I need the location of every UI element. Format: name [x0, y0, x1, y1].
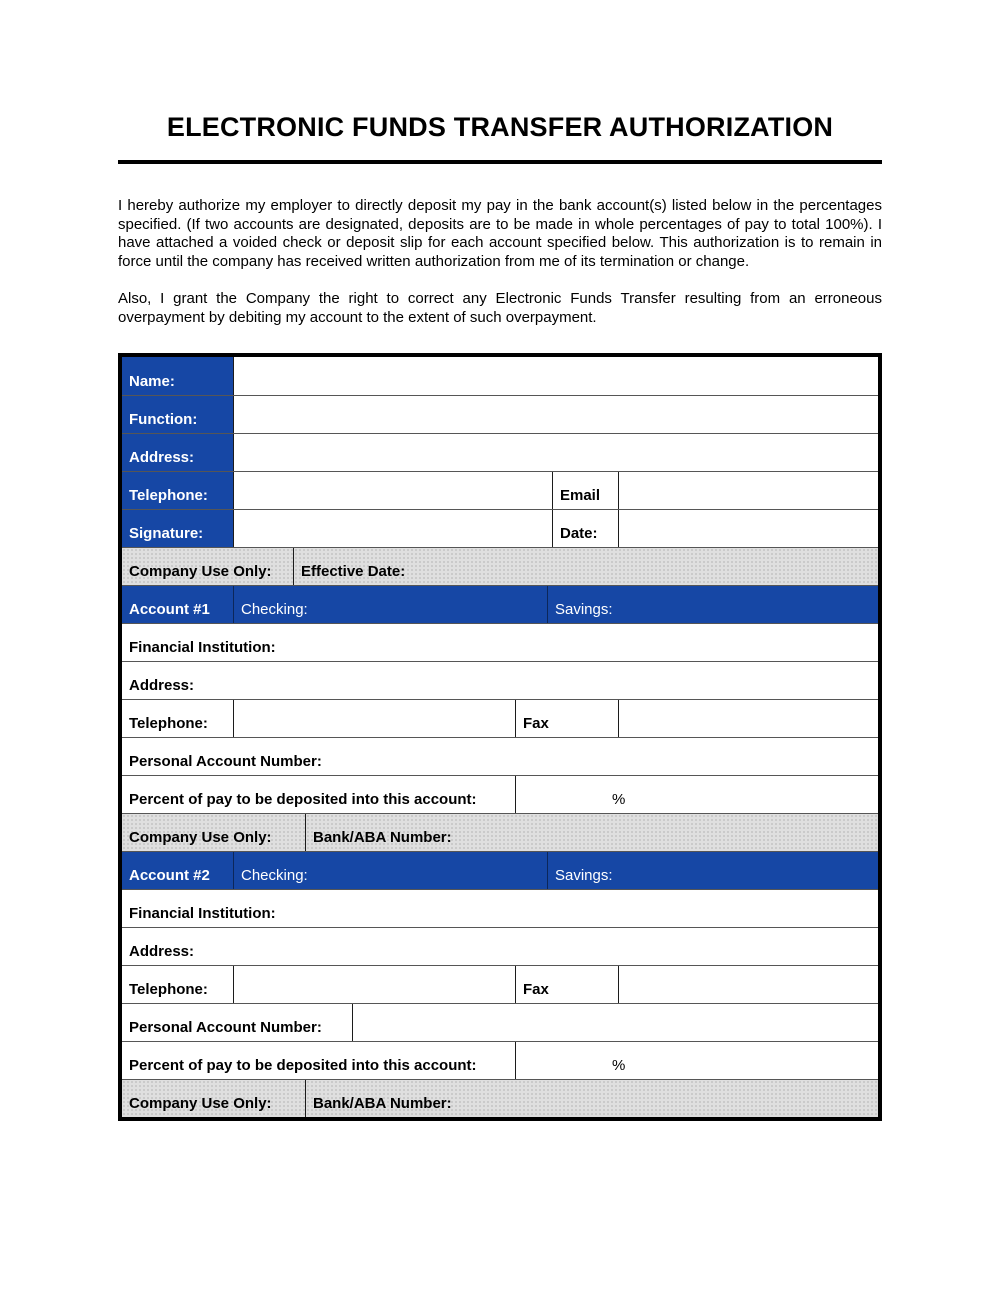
bank-aba-number-label: Bank/ABA Number:: [313, 1094, 452, 1112]
account1-fax-label-cell: [515, 700, 618, 737]
account2-personal-account-number-label-cell: [122, 1004, 352, 1041]
personal-account-number-label: Personal Account Number:: [129, 1018, 322, 1036]
account1-title: Account #1: [129, 600, 210, 618]
table-row: [122, 547, 878, 585]
account1-personal-account-number-cell[interactable]: [122, 738, 878, 775]
signature-input-cell[interactable]: [233, 510, 552, 547]
account2-title: Account #2: [129, 866, 210, 884]
document-title: ELECTRONIC FUNDS TRANSFER AUTHORIZATION: [166, 112, 834, 142]
financial-institution-label: Financial Institution:: [129, 638, 276, 656]
telephone-input-cell[interactable]: [233, 472, 552, 509]
checking-label: Checking:: [241, 866, 308, 884]
date-label: Date:: [560, 524, 598, 542]
address-label-cell: [122, 434, 233, 471]
account2-personal-account-number-input-cell[interactable]: [352, 1004, 878, 1041]
effective-date-input-cell[interactable]: [293, 548, 878, 585]
email-label-cell: [552, 472, 618, 509]
name-label-cell: [122, 357, 233, 395]
account1-savings-cell[interactable]: [547, 586, 878, 623]
account1-title-cell: [122, 586, 233, 623]
email-label: Email: [560, 486, 601, 504]
account1-telephone-input-cell[interactable]: [233, 700, 515, 737]
account2-fax-input-cell[interactable]: [618, 966, 878, 1003]
eft-authorization-table: [118, 353, 882, 1121]
address-input-cell[interactable]: [233, 434, 878, 471]
authorization-paragraph: I hereby authorize my employer to directly deposit my pay in the bank account(s) listed below in the percentages specified. (If two accounts are designated, deposits are to be made in whole percentages of pay to total 100%). I have attached a voided check or deposit slip for each account specified below. This authorization is to remain in force until the company has received written authorization from me of its termination or change.: [118, 197, 882, 270]
table-row: [122, 889, 878, 927]
signature-label: Signature:: [129, 524, 204, 542]
savings-label: Savings:: [555, 600, 613, 618]
percent-of-pay-label: Percent of pay to be deposited into this account:: [129, 1056, 477, 1074]
savings-label: Savings:: [555, 866, 613, 884]
address-label: Address:: [129, 448, 195, 466]
account2-percent-label-cell: [122, 1042, 515, 1079]
company-use-only-label: Company Use Only:: [129, 562, 272, 580]
date-input-cell[interactable]: [618, 510, 878, 547]
table-row: [122, 433, 878, 471]
title-divider-rule: [118, 160, 882, 164]
date-label-cell: [552, 510, 618, 547]
account2-financial-institution-cell[interactable]: [122, 890, 878, 927]
email-input-cell[interactable]: [618, 472, 878, 509]
account2-fax-label-cell: [515, 966, 618, 1003]
name-input-cell[interactable]: [233, 357, 878, 395]
function-label-cell: [122, 396, 233, 433]
account1-fax-input-cell[interactable]: [618, 700, 878, 737]
telephone-label-cell: [122, 472, 233, 509]
telephone-label: Telephone:: [129, 486, 208, 504]
table-row: [122, 927, 878, 965]
checking-label: Checking:: [241, 600, 308, 618]
financial-institution-label: Financial Institution:: [129, 904, 276, 922]
function-input-cell[interactable]: [233, 396, 878, 433]
account2-savings-cell[interactable]: [547, 852, 878, 889]
address-label: Address:: [129, 942, 195, 960]
table-row: [122, 1041, 878, 1079]
account2-telephone-input-cell[interactable]: [233, 966, 515, 1003]
table-row: [122, 775, 878, 813]
effective-date-label: Effective Date:: [301, 562, 406, 580]
account2-company-use-only-label-cell: [122, 1080, 305, 1117]
percent-sign: %: [612, 1056, 626, 1074]
table-row: [122, 1003, 878, 1041]
account2-checking-cell[interactable]: [233, 852, 547, 889]
account2-percent-input-cell[interactable]: [515, 1042, 878, 1079]
account2-bank-aba-number-cell[interactable]: [305, 1080, 878, 1117]
table-row: [122, 395, 878, 433]
table-row: [122, 1079, 878, 1117]
account1-financial-institution-cell[interactable]: [122, 624, 878, 661]
signature-label-cell: [122, 510, 233, 547]
table-row: [122, 357, 878, 395]
name-label: Name:: [129, 372, 175, 390]
bank-aba-number-label: Bank/ABA Number:: [313, 828, 452, 846]
table-row: [122, 509, 878, 547]
table-row: [122, 699, 878, 737]
telephone-label: Telephone:: [129, 980, 208, 998]
company-use-only-label-cell: [122, 548, 293, 585]
company-use-only-label: Company Use Only:: [129, 828, 272, 846]
percent-sign: %: [612, 790, 626, 808]
table-row: [122, 623, 878, 661]
table-row: [122, 585, 878, 623]
account1-bank-aba-number-cell[interactable]: [305, 814, 878, 851]
correction-paragraph: Also, I grant the Company the right to correct any Electronic Funds Transfer resulting from an erroneous overpayment by debiting my account to the extent of such overpayment.: [118, 290, 882, 326]
function-label: Function:: [129, 410, 198, 428]
percent-of-pay-label: Percent of pay to be deposited into this account:: [129, 790, 477, 808]
table-row: [122, 965, 878, 1003]
table-row: [122, 813, 878, 851]
company-use-only-label: Company Use Only:: [129, 1094, 272, 1112]
table-row: [122, 661, 878, 699]
fax-label: Fax: [523, 714, 549, 732]
personal-account-number-label: Personal Account Number:: [129, 752, 322, 770]
account1-address-cell[interactable]: [122, 662, 878, 699]
table-row: [122, 737, 878, 775]
table-row: [122, 471, 878, 509]
address-label: Address:: [129, 676, 195, 694]
telephone-label: Telephone:: [129, 714, 208, 732]
account2-address-cell[interactable]: [122, 928, 878, 965]
table-row: [122, 851, 878, 889]
account1-checking-cell[interactable]: [233, 586, 547, 623]
account1-company-use-only-label-cell: [122, 814, 305, 851]
account2-title-cell: [122, 852, 233, 889]
account2-telephone-label-cell: [122, 966, 233, 1003]
account1-percent-input-cell[interactable]: [515, 776, 878, 813]
account1-telephone-label-cell: [122, 700, 233, 737]
fax-label: Fax: [523, 980, 549, 998]
account1-percent-label-cell: [122, 776, 515, 813]
